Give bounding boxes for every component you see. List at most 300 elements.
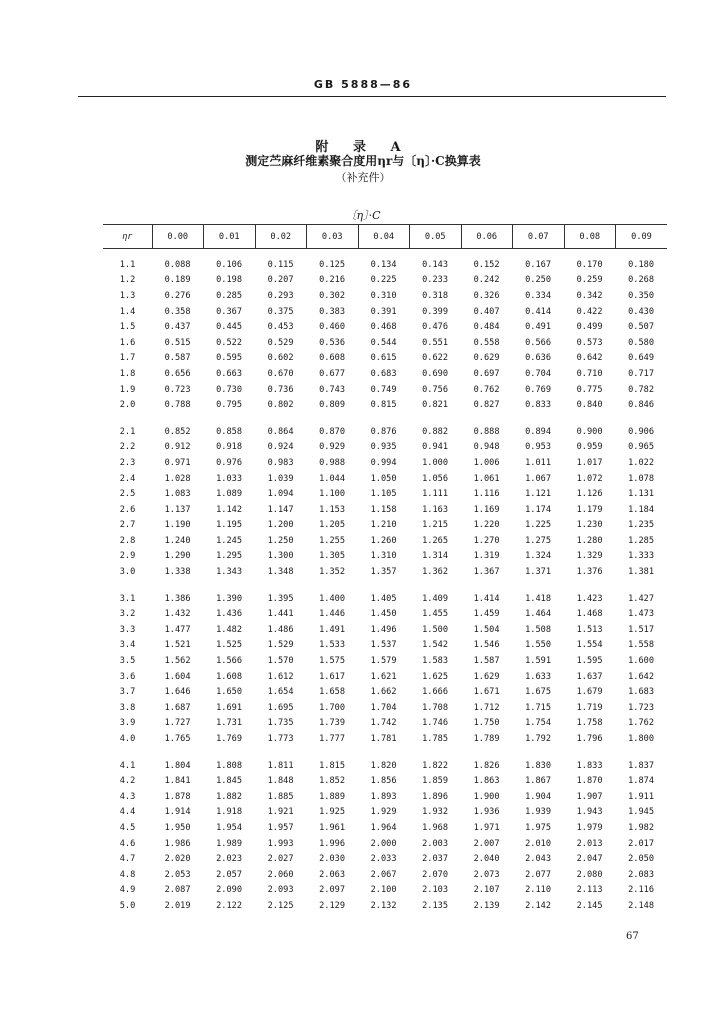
table-cell: 1.343 [216,567,242,578]
table-cell: 0.414 [525,306,551,317]
table-cell: 1.856 [370,776,397,787]
table-cell: 1.566 [216,656,242,667]
table-cell: 1.390 [216,593,242,604]
eta-value-cell: 2.7 [119,520,136,531]
table-cell: 1.591 [525,656,551,667]
table-cell: 1.604 [164,671,191,682]
table-cell: 2.063 [319,869,345,880]
column-header-cell: 0.04 [358,225,410,249]
table-cell: 0.983 [267,457,294,468]
table-cell: 2.093 [267,885,294,896]
table-cell: 0.468 [370,322,397,333]
table-cell: 1.357 [370,567,397,578]
table-cell: 0.988 [319,457,345,468]
column-header-cell: 0.08 [564,225,616,249]
table-cell: 1.608 [216,671,242,682]
table-cell: 0.198 [216,275,242,286]
table-cell: 1.708 [422,702,448,713]
table-cell: 1.310 [370,551,397,562]
eta-value-cell: 2.0 [119,400,136,411]
table-cell: 1.826 [473,760,500,771]
table-cell: 2.067 [370,869,397,880]
table-row [103,653,667,669]
table-cell: 1.900 [473,791,500,802]
table-cell: 2.050 [628,854,654,865]
table-cell: 1.820 [370,760,397,771]
table-cell: 1.961 [319,822,345,833]
table-cell: 0.558 [473,337,500,348]
eta-value-cell: 4.6 [119,838,136,849]
eta-value-cell: 4.1 [119,760,136,771]
table-cell: 0.906 [628,426,654,437]
table-cell: 0.367 [216,306,242,317]
table-cell: 1.083 [164,489,191,500]
table-cell: 1.993 [267,838,294,849]
table-cell: 1.446 [319,609,345,620]
table-cell: 0.882 [422,426,448,437]
table-row [103,700,667,716]
table-cell: 0.551 [422,337,448,348]
table-row [103,273,667,289]
table-cell: 1.542 [422,640,448,651]
table-row [103,549,667,565]
table-cell: 1.885 [267,791,294,802]
table-cell: 0.293 [267,290,294,301]
column-group-label: 〔η〕·C [345,209,381,222]
eta-value-cell: 3.0 [119,567,136,578]
table-cell: 1.205 [319,520,345,531]
table-cell: 0.815 [370,400,397,411]
table-cell: 0.115 [267,259,294,270]
table-cell: 0.929 [319,442,345,453]
table-cell: 1.459 [473,609,500,620]
table-cell: 1.950 [164,822,191,833]
table-row [103,638,667,654]
table-cell: 1.727 [164,718,191,729]
table-cell: 1.777 [319,734,345,745]
table-row [103,382,667,398]
table-cell: 2.107 [473,885,500,896]
table-cell: 1.137 [164,504,191,515]
table-row [103,249,667,273]
eta-value-cell: 3.7 [119,687,136,698]
table-cell: 0.809 [319,400,345,411]
eta-value-cell: 3.4 [119,640,136,651]
table-cell: 0.846 [628,400,654,411]
table-cell: 0.649 [628,353,654,364]
table-cell: 0.788 [164,400,191,411]
table-cell: 0.233 [422,275,448,286]
table-cell: 0.663 [216,368,242,379]
column-header-cell: 0.06 [461,225,513,249]
table-cell: 1.050 [370,473,397,484]
table-cell: 1.848 [267,776,294,787]
table-cell: 1.804 [164,760,191,771]
table-cell: 1.683 [628,687,654,698]
table-cell: 0.285 [216,290,242,301]
table-cell: 2.023 [216,854,242,865]
table-row [103,851,667,867]
table-row [103,455,667,471]
table-cell: 2.070 [422,869,448,880]
table-cell: 0.697 [473,368,500,379]
table-cell: 2.103 [422,885,448,896]
table-row [103,533,667,549]
table-cell: 1.333 [628,551,654,562]
table-row [103,502,667,518]
table-cell: 1.617 [319,671,345,682]
table-cell: 0.225 [370,275,397,286]
table-cell: 1.671 [473,687,500,698]
table-cell: 1.889 [319,791,345,802]
table-cell: 1.089 [216,489,242,500]
table-cell: 2.125 [267,900,294,911]
table-cell: 1.414 [473,593,500,604]
table-cell: 2.060 [267,869,294,880]
eta-value-cell: 1.5 [119,322,136,333]
table-cell: 1.174 [525,504,551,515]
table-cell: 1.418 [525,593,551,604]
table-cell: 1.381 [628,567,654,578]
table-cell: 1.893 [370,791,397,802]
table-cell: 1.742 [370,718,397,729]
table-row [103,518,667,534]
table-cell: 1.521 [164,640,191,651]
table-cell: 1.971 [473,822,500,833]
eta-value-cell: 4.5 [119,822,136,833]
table-cell: 1.275 [525,535,551,546]
table-cell: 1.486 [267,624,294,635]
table-cell: 1.395 [267,593,294,604]
table-cell: 1.968 [422,822,448,833]
table-cell: 2.030 [319,854,345,865]
table-cell: 0.840 [576,400,603,411]
table-cell: 1.785 [422,734,448,745]
table-cell: 1.061 [473,473,500,484]
table-cell: 1.700 [319,702,345,713]
table-cell: 1.240 [164,535,191,546]
column-header-cell: 0.05 [410,225,462,249]
table-cell: 1.295 [216,551,242,562]
table-cell: 0.484 [473,322,500,333]
table-cell: 1.762 [628,718,654,729]
table-cell: 0.515 [164,337,191,348]
table-cell: 1.500 [422,624,448,635]
table-row [103,486,667,502]
table-cell: 1.918 [216,807,242,818]
table-cell: 1.473 [628,609,654,620]
eta-value-cell: 4.2 [119,776,136,787]
table-cell: 2.097 [319,885,345,896]
table-cell: 2.040 [473,854,500,865]
table-row [103,669,667,685]
table-cell: 0.876 [370,426,397,437]
table-cell: 0.912 [164,442,191,453]
table-cell: 0.536 [319,337,345,348]
table-row [103,397,667,413]
table-cell: 1.033 [216,473,242,484]
table-cell: 0.948 [473,442,500,453]
table-cell: 1.290 [164,551,191,562]
table-cell: 0.608 [319,353,345,364]
eta-value-cell: 1.6 [119,337,136,348]
table-cell: 0.326 [473,290,500,301]
table-cell: 2.057 [216,869,242,880]
table-row [103,351,667,367]
table-cell: 1.583 [422,656,448,667]
table-cell: 1.921 [267,807,294,818]
eta-value-cell: 4.8 [119,869,136,880]
table-cell: 0.971 [164,457,191,468]
table-cell: 1.646 [164,687,191,698]
column-header-cell: 0.02 [255,225,307,249]
table-cell: 1.329 [576,551,603,562]
table-row [103,883,667,899]
table-cell: 1.833 [576,760,603,771]
table-cell: 1.675 [525,687,551,698]
table-cell: 1.939 [525,807,551,818]
eta-value-cell: 1.2 [119,275,136,286]
table-cell: 2.077 [525,869,551,880]
table-cell: 1.867 [525,776,551,787]
eta-value-cell: 1.7 [119,353,136,364]
table-row [103,820,667,836]
table-cell: 0.088 [164,259,191,270]
table-cell: 1.554 [576,640,603,651]
eta-value-cell: 1.4 [119,306,136,317]
table-cell: 2.033 [370,854,397,865]
table-cell: 0.189 [164,275,191,286]
table-cell: 2.100 [370,885,397,896]
table-cell: 1.957 [267,822,294,833]
table-cell: 2.019 [164,900,191,911]
table-cell: 0.460 [319,322,345,333]
table-cell: 1.000 [422,457,448,468]
table-cell: 0.615 [370,353,397,364]
table-cell: 0.852 [164,426,191,437]
table-cell: 1.945 [628,807,654,818]
table-cell: 2.043 [525,854,551,865]
table-cell: 1.687 [164,702,191,713]
table-cell: 0.445 [216,322,242,333]
table-cell: 2.003 [422,838,448,849]
table-row [103,758,667,774]
table-cell: 0.573 [576,337,603,348]
table-cell: 1.925 [319,807,345,818]
table-cell: 0.900 [576,426,603,437]
table-cell: 1.929 [370,807,397,818]
table-cell: 1.126 [576,489,603,500]
table-cell: 1.044 [319,473,345,484]
eta-value-cell: 4.4 [119,807,136,818]
table-cell: 0.924 [267,442,294,453]
table-cell: 1.491 [319,624,345,635]
table-cell: 0.507 [628,322,654,333]
table-cell: 0.407 [473,306,500,317]
table-cell: 1.371 [525,567,551,578]
table-cell: 0.342 [576,290,603,301]
table-cell: 0.207 [267,275,294,286]
table-cell: 1.195 [216,520,242,531]
table-cell: 0.723 [164,384,191,395]
table-cell: 1.739 [319,718,345,729]
table-cell: 1.595 [576,656,603,667]
table-cell: 0.358 [164,306,191,317]
table-cell: 1.658 [319,687,345,698]
eta-value-cell: 3.5 [119,656,136,667]
table-row [103,898,667,914]
table-cell: 2.083 [628,869,654,880]
column-header-cell: 0.01 [204,225,256,249]
table-cell: 1.904 [525,791,551,802]
eta-value-cell: 3.6 [119,671,136,682]
table-cell: 1.314 [422,551,448,562]
table-cell: 0.170 [576,259,603,270]
eta-value-cell: 2.1 [119,426,136,437]
table-row [103,304,667,320]
table-row [103,288,667,304]
eta-value-cell: 4.3 [119,791,136,802]
table-cell: 0.710 [576,368,603,379]
eta-value-cell: 5.0 [119,900,136,911]
eta-value-cell: 3.1 [119,593,136,604]
table-cell: 0.334 [525,290,551,301]
table-cell: 1.432 [164,609,191,620]
table-cell: 1.830 [525,760,551,771]
table-cell: 1.477 [164,624,191,635]
table-cell: 1.455 [422,609,448,620]
table-cell: 0.743 [319,384,345,395]
table-cell: 0.656 [164,368,191,379]
table-cell: 0.143 [422,259,448,270]
table-cell: 2.010 [525,838,551,849]
table-cell: 2.148 [628,900,654,911]
table-cell: 1.436 [216,609,242,620]
table-cell: 1.911 [628,791,654,802]
table-cell: 2.135 [422,900,448,911]
table-cell: 1.808 [216,760,242,771]
table-cell: 1.179 [576,504,603,515]
table-cell: 0.976 [216,457,242,468]
table-cell: 1.464 [525,609,551,620]
table-cell: 0.894 [525,426,551,437]
table-cell: 0.959 [576,442,603,453]
table-cell: 1.121 [525,489,551,500]
table-cell: 1.067 [525,473,551,484]
table-cell: 1.496 [370,624,397,635]
table-cell: 1.954 [216,822,242,833]
table-cell: 2.145 [576,900,603,911]
table-cell: 1.587 [473,656,500,667]
table-cell: 0.437 [164,322,191,333]
table-cell: 1.265 [422,535,448,546]
table-row [103,335,667,351]
table-cell: 1.986 [164,838,191,849]
table-cell: 1.245 [216,535,242,546]
table-cell: 1.100 [319,489,345,500]
table-cell: 1.367 [473,567,500,578]
table-cell: 1.621 [370,671,397,682]
table-cell: 0.499 [576,322,603,333]
table-cell: 1.781 [370,734,397,745]
eta-value-cell: 4.9 [119,885,136,896]
table-cell: 1.215 [422,520,448,531]
table-cell: 1.153 [319,504,345,515]
eta-value-cell: 2.9 [119,551,136,562]
table-cell: 0.858 [216,426,242,437]
table-cell: 1.111 [422,489,448,500]
table-title: 测定苎麻纤维素聚合度用ηr与〔η〕·C换算表 [245,154,481,168]
table-cell: 1.184 [628,504,654,515]
table-cell: 0.391 [370,306,397,317]
table-cell: 1.704 [370,702,397,713]
table-row [103,591,667,607]
table-cell: 1.305 [319,551,345,562]
table-row [103,606,667,622]
table-cell: 1.147 [267,504,294,515]
table-cell: 2.053 [164,869,191,880]
table-cell: 1.039 [267,473,294,484]
table-cell: 1.932 [422,807,448,818]
eta-value-cell: 2.8 [119,535,136,546]
table-cell: 1.028 [164,473,191,484]
column-header-cell: 0.09 [616,225,668,249]
table-cell: 2.139 [473,900,500,911]
table-cell: 2.073 [473,869,500,880]
table-cell: 1.386 [164,593,191,604]
table-cell: 2.037 [422,854,448,865]
eta-value-cell: 3.2 [119,609,136,620]
eta-value-cell: 3.8 [119,702,136,713]
table-cell: 0.106 [216,259,242,270]
table-cell: 1.270 [473,535,500,546]
table-cell: 2.007 [473,838,500,849]
table-cell: 0.529 [267,337,294,348]
table-cell: 1.210 [370,520,397,531]
table-cell: 0.250 [525,275,551,286]
table-cell: 1.837 [628,760,654,771]
table-cell: 2.020 [164,854,191,865]
table-cell: 0.864 [267,426,294,437]
table-row [103,319,667,335]
table-cell: 0.602 [267,353,294,364]
table-cell: 0.941 [422,442,448,453]
table-cell: 1.758 [576,718,603,729]
table-cell: 1.712 [473,702,500,713]
table-cell: 0.762 [473,384,500,395]
table-cell: 1.558 [628,640,654,651]
eta-value-cell: 3.9 [119,718,136,729]
table-cell: 1.056 [422,473,448,484]
table-cell: 1.158 [370,504,397,515]
table-cell: 1.841 [164,776,191,787]
table-cell: 1.482 [216,624,242,635]
group-spacer [103,580,667,591]
table-cell: 0.399 [422,306,448,317]
table-cell: 1.348 [267,567,294,578]
table-cell: 2.027 [267,854,294,865]
eta-value-cell: 2.3 [119,457,136,468]
page-number: 67 [626,931,639,942]
table-cell: 1.131 [628,489,654,500]
table-cell: 1.006 [473,457,500,468]
table-row [103,805,667,821]
table-cell: 1.468 [576,609,603,620]
table-cell: 1.731 [216,718,242,729]
table-cell: 0.717 [628,368,654,379]
table-cell: 2.000 [370,838,397,849]
table-cell: 1.914 [164,807,191,818]
